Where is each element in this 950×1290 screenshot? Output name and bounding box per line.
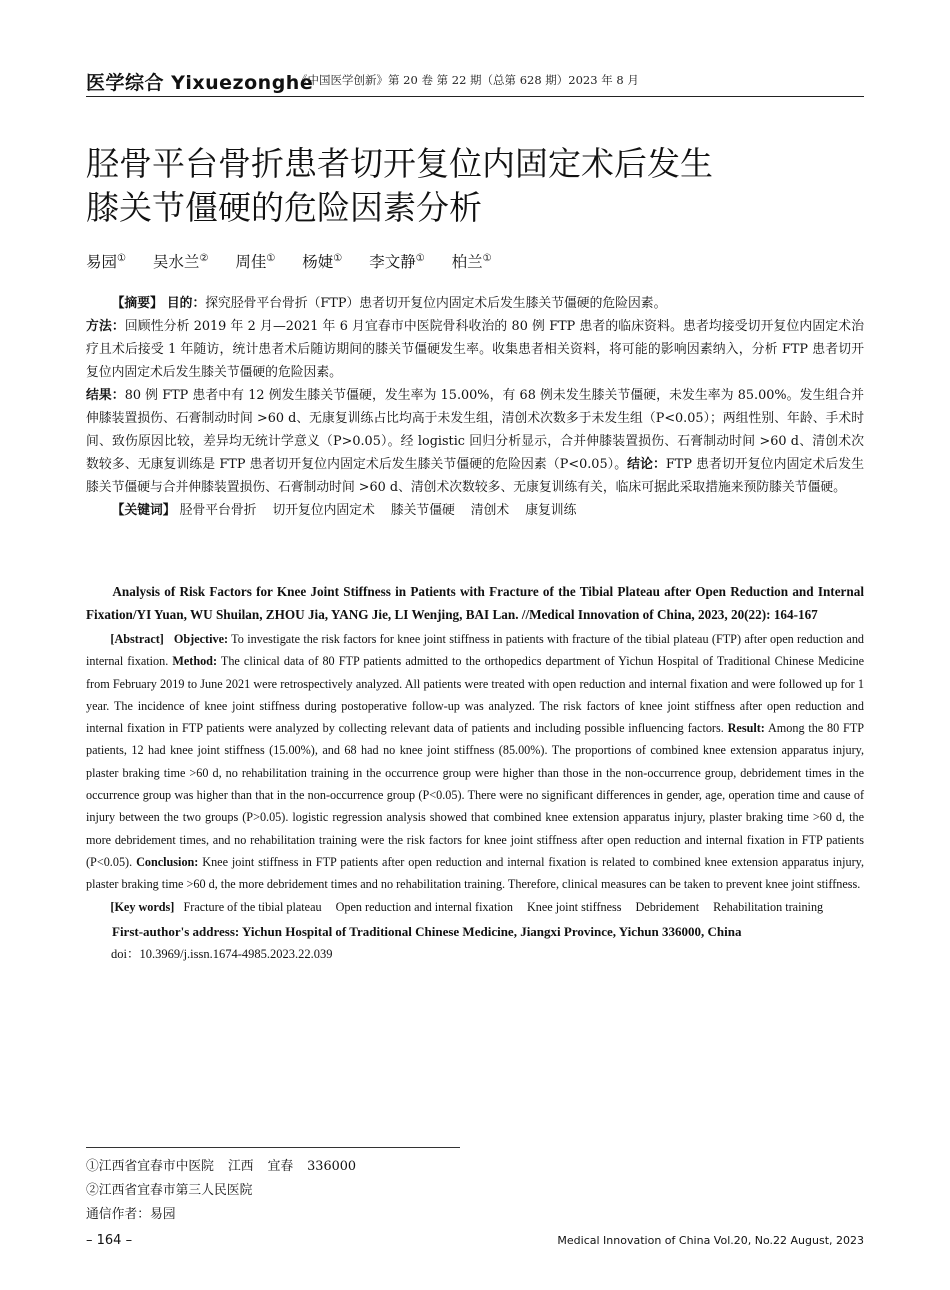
author: 周佳① bbox=[235, 252, 276, 271]
english-abstract: [Abstract] Objective: To investigate the risk factors for knee joint stiffness in patients with fracture of the tibial plateau (FTP) after open reduction and internal fixation. Method: The clinical data of 80 FTP patients admitted to the orthopedics department of Yichun Hospital of Traditional Chinese Medicine from February 2019 to June 2021 were retrospectively analyzed. All patients were treated with open reduction and internal fixation and were followed up for 1 year. The incidence of knee joint stiffness during postoperative follow-up was analyzed. The risk factors of knee joint stiffness after open reduction and internal fixation in FTP patients were analyzed by collecting relevant data of patients and including possible influencing factors. Result: Among the 80 FTP patients, 12 had knee joint stiffness (15.00%), and 68 had no knee joint stiffness (85.00%). The proportions of combined knee extension apparatus injury, plaster braking time >60 d, no rehabilitation training in the occurrence group were higher than those in the non-occurrence group, debridement times in the occurrence group was higher than that in the non-occurrence group (P<0.05). There were no significant differences in gender, age, operation time and cause of injury between the two groups (P>0.05). logistic regression analysis showed that combined knee extension apparatus injury, plaster braking time >60 d, the more debridement times, and no rehabilitation training were the risk factors for knee joint stiffness after open reduction and internal fixation in FTP patients (P<0.05). Conclusion: Knee joint stiffness in FTP patients after open reduction and internal fixation is related to combined knee extension apparatus injury, plaster braking time >60 d, the more debridement times and no rehabilitation training. Therefore, clinical measures can be taken to prevent knee joint stiffness. bbox=[86, 632, 865, 892]
page-number: – 164 – bbox=[86, 1233, 133, 1248]
keyword: Debridement bbox=[635, 899, 700, 914]
english-keywords: [Key words] Fracture of the tibial plateau Open reduction and internal fixation Knee joint stiffness Debridement Rehabilitation training bbox=[110, 899, 824, 914]
keyword: Rehabilitation training bbox=[713, 899, 824, 914]
abstract-method: 方法：回顾性分析 2019 年 2 月—2021 年 6 月宜春市中医院骨科收治的 80 例 FTP 患者的临床资料。患者均接受切开复位内固定术治疗且术后接受 1 年随访，统计患者术后随访期间的膝关节僵硬发生率。收集患者相关资料，将可能的影响因素纳入，分析 FTP 患者切开复位内固定术后发生膝关节僵硬的危险因素。 bbox=[86, 319, 864, 380]
journal-footer: Medical Innovation of China Vol.20, No.22 August, 2023 bbox=[557, 1234, 864, 1247]
author: 吴水兰② bbox=[152, 252, 209, 271]
affiliation-2: ②江西省宜春市第三人民医院 bbox=[86, 1183, 253, 1198]
author: 易园① bbox=[86, 252, 126, 271]
running-header bbox=[86, 64, 864, 97]
abstract-result-conclusion: 结果：80 例 FTP 患者中有 12 例发生膝关节僵硬，发生率为 15.00%，有 68 例未发生膝关节僵硬，未发生率为 85.00%。发生组合并伸膝装置损伤、石膏制动时间 >60 d、无康复训练占比均高于未发生组，清创术次数多于未发生组（P<0.05）；两组性别、年龄、手术时间、致伤原因比较，差异均无统计学意义（P>0.05）。经 logistic 回归分析显示，合并伸膝装置损伤、石膏制动时间 >60 d、清创术次数较多、无康复训练是 FTP 患者切开复位内固定术后发生膝关节僵硬的危险因素（P<0.05）。结论：FTP 患者切开复位内固定术后发生膝关节僵硬与合并伸膝装置损伤、石膏制动时间 >60 d、清创术次数较多、无康复训练有关，临床可据此采取措施来预防膝关节僵硬。 bbox=[86, 388, 864, 495]
keyword: 胫骨平台骨折 bbox=[179, 503, 257, 518]
footnote-divider bbox=[86, 1147, 460, 1148]
english-abstract-block bbox=[86, 580, 864, 965]
keyword: Fracture of the tibial plateau bbox=[183, 899, 322, 914]
column-name: 医学综合 Yixuezonghe bbox=[86, 72, 314, 94]
first-author-address: First-author's address: Yichun Hospital of Traditional Chinese Medicine, Jiangxi Province, Yichun 336000, China bbox=[112, 923, 742, 939]
keyword: Open reduction and internal fixation bbox=[335, 899, 513, 914]
title-line-1: 胫骨平台骨折患者切开复位内固定术后发生 bbox=[86, 144, 713, 183]
keyword: 康复训练 bbox=[525, 503, 577, 518]
footnotes bbox=[86, 1155, 356, 1227]
english-title-citation: Analysis of Risk Factors for Knee Joint Stiffness in Patients with Fracture of the Tibial Plateau after Open Reduction and Internal Fixation/YI Yuan, WU Shuilan, ZHOU Jia, YANG Jie, LI Wenjing, BAI Lan. //Medical Innovation of China, 2023, 20(22): 164-167 bbox=[86, 584, 864, 622]
keyword: 清创术 bbox=[470, 503, 510, 518]
author: 杨婕① bbox=[302, 252, 343, 271]
chinese-abstract bbox=[86, 292, 864, 522]
keyword: 膝关节僵硬 bbox=[390, 503, 455, 518]
title-line-2: 膝关节僵硬的危险因素分析 bbox=[86, 188, 482, 227]
author-list bbox=[86, 250, 514, 272]
affiliation-1: ①江西省宜春市中医院 江西 宜春 336000 bbox=[86, 1159, 357, 1174]
keyword: 切开复位内固定术 bbox=[272, 503, 375, 518]
chinese-keywords: 【关键词】 胫骨平台骨折 切开复位内固定术 膝关节僵硬 清创术 康复训练 bbox=[111, 503, 577, 518]
journal-citation: 《中国医学创新》第 20 卷 第 22 期（总第 628 期）2023 年 8 月 bbox=[296, 73, 639, 87]
author: 柏兰① bbox=[451, 252, 492, 271]
corresponding-author: 通信作者：易园 bbox=[86, 1207, 176, 1222]
doi: doi：10.3969/j.issn.1674-4985.2023.22.039 bbox=[111, 946, 333, 961]
abstract-objective: 【摘要】 目的：探究胫骨平台骨折（FTP）患者切开复位内固定术后发生膝关节僵硬的危险因素。 bbox=[111, 296, 667, 311]
author: 李文静① bbox=[369, 252, 425, 271]
keyword: Knee joint stiffness bbox=[526, 899, 622, 914]
article-title bbox=[86, 142, 846, 230]
